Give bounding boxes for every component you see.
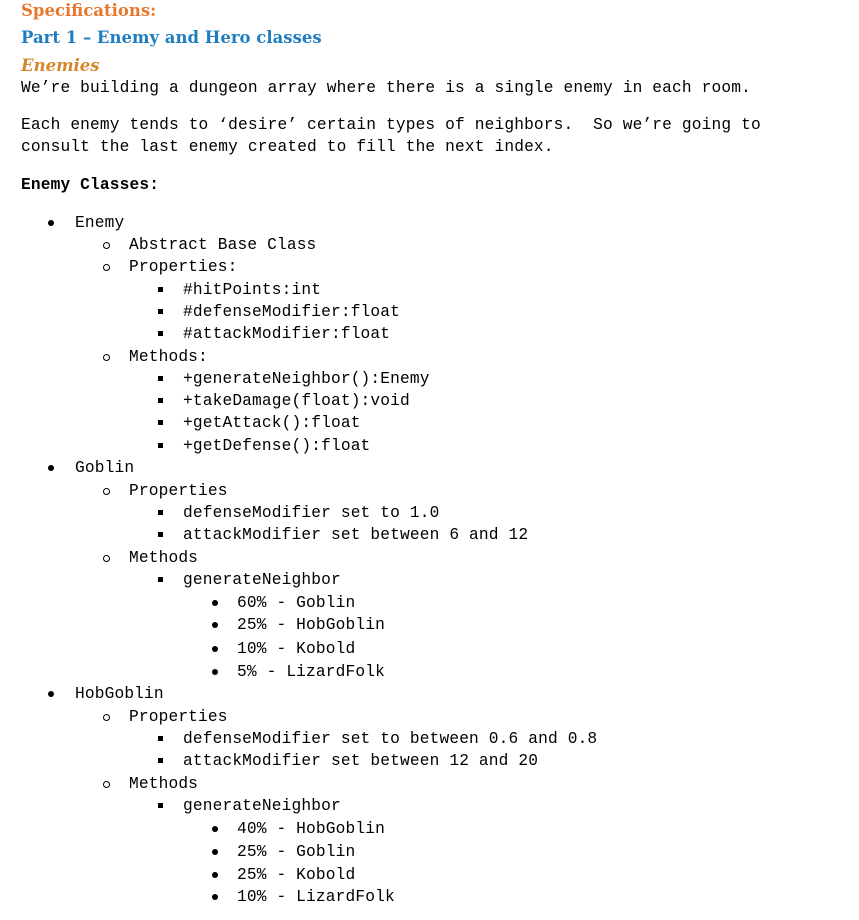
class-enemy-name: Enemy xyxy=(75,214,125,232)
circle-bullet-icon xyxy=(103,781,110,788)
square-bullet-icon xyxy=(158,443,163,448)
hobgoblin-neighbor-item: 10% - LizardFolk xyxy=(237,888,395,906)
square-bullet-icon xyxy=(158,398,163,403)
enemy-method-item: +getAttack():float xyxy=(183,414,361,432)
part-heading: Part 1 – Enemy and Hero classes xyxy=(21,28,322,47)
hobgoblin-property-item: defenseModifier set to between 0.6 and 0.8 xyxy=(183,730,598,748)
hobgoblin-neighbor-item: 25% - Kobold xyxy=(237,866,356,884)
square-bullet-icon xyxy=(158,803,163,808)
square-bullet-icon xyxy=(158,736,163,741)
hobgoblin-method-name: generateNeighbor xyxy=(183,797,341,815)
square-bullet-icon xyxy=(158,331,163,336)
disc-bullet-icon xyxy=(48,220,54,226)
circle-bullet-icon xyxy=(103,714,110,721)
disc-bullet-icon xyxy=(48,465,54,471)
goblin-neighbor-item: 5% - LizardFolk xyxy=(237,663,385,681)
square-bullet-icon xyxy=(158,420,163,425)
enemies-heading: Enemies xyxy=(21,56,100,75)
enemy-methods-label: Methods: xyxy=(129,348,208,366)
goblin-properties-label: Properties xyxy=(129,482,228,500)
class-hobgoblin-name: HobGoblin xyxy=(75,685,164,703)
disc-bullet-icon xyxy=(212,826,218,832)
goblin-property-item: attackModifier set between 6 and 12 xyxy=(183,526,529,544)
circle-bullet-icon xyxy=(103,264,110,271)
hobgoblin-properties-label: Properties xyxy=(129,708,228,726)
disc-bullet-icon xyxy=(212,849,218,855)
hobgoblin-property-item: attackModifier set between 12 and 20 xyxy=(183,752,539,770)
hobgoblin-neighbor-item: 25% - Goblin xyxy=(237,843,356,861)
enemy-method-item: +takeDamage(float):void xyxy=(183,392,410,410)
enemy-properties-label: Properties: xyxy=(129,258,238,276)
disc-bullet-icon xyxy=(212,600,218,606)
circle-bullet-icon xyxy=(103,242,110,249)
square-bullet-icon xyxy=(158,532,163,537)
enemy-property-item: #attackModifier:float xyxy=(183,325,391,343)
goblin-neighbor-item: 25% - HobGoblin xyxy=(237,616,385,634)
goblin-neighbor-item: 10% - Kobold xyxy=(237,640,356,658)
disc-bullet-icon xyxy=(212,894,218,900)
goblin-methods-label: Methods xyxy=(129,549,199,567)
disc-bullet-icon xyxy=(212,872,218,878)
square-bullet-icon xyxy=(158,287,163,292)
circle-bullet-icon xyxy=(103,555,110,562)
disc-bullet-icon xyxy=(212,622,218,628)
disc-bullet-icon xyxy=(212,669,218,675)
disc-bullet-icon xyxy=(48,691,54,697)
intro-para2-line1: Each enemy tends to ‘desire’ certain types of neighbors. So we’re going to xyxy=(21,116,761,134)
goblin-neighbor-item: 60% - Goblin xyxy=(237,594,356,612)
square-bullet-icon xyxy=(158,577,163,582)
hobgoblin-methods-label: Methods xyxy=(129,775,199,793)
enemy-method-item: +getDefense():float xyxy=(183,437,371,455)
intro-para2-line2: consult the last enemy created to fill the next index. xyxy=(21,138,554,156)
enemy-method-item: +generateNeighbor():Enemy xyxy=(183,370,430,388)
intro-line: We’re building a dungeon array where there is a single enemy in each room. xyxy=(21,79,751,97)
circle-bullet-icon xyxy=(103,354,110,361)
square-bullet-icon xyxy=(158,309,163,314)
specifications-heading: Specifications: xyxy=(21,1,157,20)
square-bullet-icon xyxy=(158,758,163,763)
goblin-method-name: generateNeighbor xyxy=(183,571,341,589)
enemy-property-item: #defenseModifier:float xyxy=(183,303,401,321)
enemy-property-item: #hitPoints:int xyxy=(183,281,322,299)
disc-bullet-icon xyxy=(212,646,218,652)
square-bullet-icon xyxy=(158,510,163,515)
enemy-classes-heading: Enemy Classes: xyxy=(21,176,160,194)
goblin-property-item: defenseModifier set to 1.0 xyxy=(183,504,440,522)
square-bullet-icon xyxy=(158,376,163,381)
hobgoblin-neighbor-item: 40% - HobGoblin xyxy=(237,820,385,838)
circle-bullet-icon xyxy=(103,488,110,495)
class-goblin-name: Goblin xyxy=(75,459,135,477)
enemy-abstract: Abstract Base Class xyxy=(129,236,317,254)
